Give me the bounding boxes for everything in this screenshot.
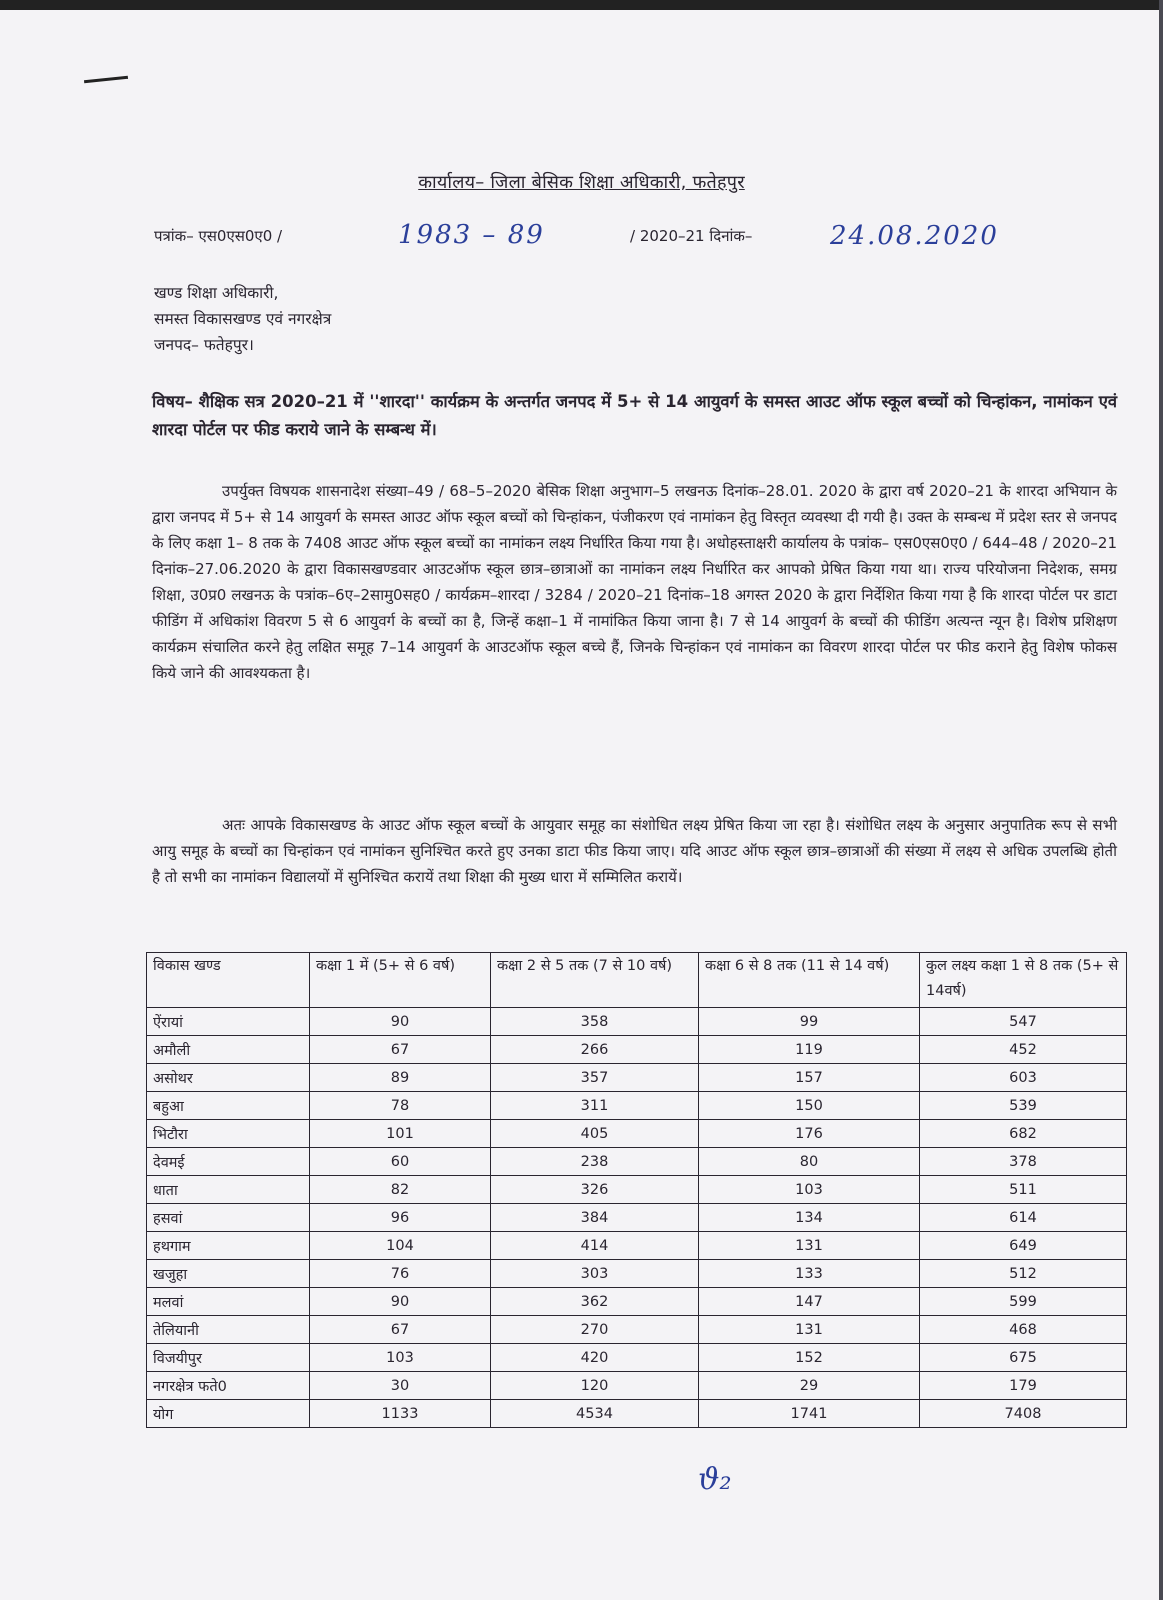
block-name-cell: ऐंरायां [147,1008,310,1036]
target-cell: 104 [310,1232,491,1260]
office-heading: कार्यालय– जिला बेसिक शिक्षा अधिकारी, फतेहपुर [418,172,745,193]
block-name-cell: योग [147,1400,310,1428]
target-cell: 511 [920,1176,1127,1204]
block-name-cell: भिटौरा [147,1120,310,1148]
target-cell: 119 [699,1036,920,1064]
target-cell: 60 [310,1148,491,1176]
total-row [147,1400,1127,1428]
scan-top-edge [0,0,1163,10]
target-cell: 682 [920,1120,1127,1148]
target-cell: 547 [920,1008,1127,1036]
target-cell: 82 [310,1176,491,1204]
body-paragraph-1: उपर्युक्त विषयक शासनादेश संख्या–49 / 68–5–2020 बेसिक शिक्षा अनुभाग–5 लखनऊ दिनांक–28.01. 2020 के द्वारा वर्ष 2020–21 के शारदा अभियान के द्वारा जनपद में 5+ से 14 आयुवर्ग के समस्त आउट ऑफ स्कूल बच्चों को चिन्हांकन, पंजीकरण एवं नामांकन हेतु विस्तृत व्यवस्था दी गयी है। उक्त के सम्बन्ध में प्रदेश स्तर से जनपद के लिए कक्षा 1– 8 तक के 7408 आउट ऑफ स्कूल बच्चों का नामांकन लक्ष्य निर्धारित किया गया है। अधोहस्ताक्षरी कार्यालय के पत्रांक– एस0एस0ए0 / 644–48 / 2020–21 दिनांक–27.06.2020 के द्वारा विकासखण्डवार आउटऑफ स्कूल छात्र–छात्राओं का नामांकन लक्ष्य निर्धारित कर आपको प्रेषित किया गया था। राज्य परियोजना निदेशक, समग्र शिक्षा, उ0प्र0 लखनऊ के पत्रांक–6ए–2सामु0सह0 / कार्यक्रम–शारदा / 3284 / 2020–21 दिनांक–18 अगस्त 2020 के द्वारा निर्देशित किया गया है कि शारदा पोर्टल पर डाटा फीडिंग में अधिकांश विवरण 5 से 6 आयुवर्ग के बच्चों का है, जिन्हें कक्षा–1 में नामांकित किया जाना है। 7 से 14 आयुवर्ग के बच्चों की फीडिंग अत्यन्त न्यून है। विशेष प्रशिक्षण कार्यक्रम संचालित करने हेतु लक्षित समूह 7–14 आयुवर्ग के आउटऑफ स्कूल बच्चे हैं, जिनके चिन्हांकन एवं नामांकन का विवरण शारदा पोर्टल पर फीड कराने हेतु विशेष फोकस किये जाने की आवश्यकता है। [152,482,1117,682]
block-name-cell: मलवां [147,1288,310,1316]
table-row [147,1372,1127,1400]
target-cell: 270 [491,1316,699,1344]
body-paragraph-2: अतः आपके विकासखण्ड के आउट ऑफ स्कूल बच्चों के आयुवार समूह का संशोधित लक्ष्य प्रेषित किया जा रहा है। संशोधित लक्ष्य के अनुसार अनुपातिक रूप से सभी आयु समूह के बच्चों का चिन्हांकन एवं नामांकन सुनिश्चित करते हुए उनका डाटा फीड किया जाए। यदि आउट ऑफ स्कूल छात्र–छात्राओं की संख्या में लक्ष्य से अधिक उपलब्धि होती है तो सभी का नामांकन विद्यालयों में सुनिश्चित करायें तथा शिक्षा की मुख्य धारा में सम्मिलित करायें। [152,816,1117,886]
target-cell: 7408 [920,1400,1127,1428]
target-cell: 99 [699,1008,920,1036]
table-row [147,1316,1127,1344]
block-name-cell: धाता [147,1176,310,1204]
target-cell: 599 [920,1288,1127,1316]
target-cell: 311 [491,1092,699,1120]
block-name-cell: अमौली [147,1036,310,1064]
target-cell: 90 [310,1008,491,1036]
target-cell: 176 [699,1120,920,1148]
target-cell: 358 [491,1008,699,1036]
target-cell: 420 [491,1344,699,1372]
target-cell: 238 [491,1148,699,1176]
target-cell: 1133 [310,1400,491,1428]
target-cell: 603 [920,1064,1127,1092]
target-cell: 150 [699,1092,920,1120]
table-row [147,1288,1127,1316]
target-cell: 89 [310,1064,491,1092]
block-name-cell: तेलियानी [147,1316,310,1344]
target-cell: 152 [699,1344,920,1372]
target-cell: 78 [310,1092,491,1120]
block-name-cell: देवमई [147,1148,310,1176]
target-cell: 405 [491,1120,699,1148]
block-name-cell: हथगाम [147,1232,310,1260]
table-body [147,1008,1127,1428]
table-row [147,1092,1127,1120]
target-cell: 384 [491,1204,699,1232]
target-cell: 4534 [491,1400,699,1428]
target-cell: 131 [699,1316,920,1344]
table-row [147,1008,1127,1036]
target-cell: 96 [310,1204,491,1232]
table-row [147,1232,1127,1260]
target-cell: 303 [491,1260,699,1288]
target-cell: 80 [699,1148,920,1176]
block-targets-table [146,952,1127,1428]
target-cell: 1741 [699,1400,920,1428]
target-cell: 362 [491,1288,699,1316]
target-cell: 452 [920,1036,1127,1064]
target-cell: 614 [920,1204,1127,1232]
target-cell: 103 [310,1344,491,1372]
target-cell: 378 [920,1148,1127,1176]
addressee-line: समस्त विकासखण्ड एवं नगरक्षेत्र [154,310,332,328]
table-row [147,1344,1127,1372]
table-row [147,1176,1127,1204]
target-cell: 147 [699,1288,920,1316]
block-name-cell: असोथर [147,1064,310,1092]
reference-prefix: पत्रांक– एस0एस0ए0 / [154,227,283,245]
addressee-line: खण्ड शिक्षा अधिकारी, [154,284,279,302]
target-cell: 468 [920,1316,1127,1344]
block-name-cell: नगरक्षेत्र फते0 [147,1372,310,1400]
subject-line: विषय– शैक्षिक सत्र 2020–21 में ''शारदा'' कार्यक्रम के अन्तर्गत जनपद में 5+ से 14 आयुवर्ग के समस्त आउट ऑफ स्कूल बच्चों को चिन्हांकन, नामांकन एवं शारदा पोर्टल पर फीड कराये जाने के सम्बन्ध में। [152,392,1117,439]
target-cell: 539 [920,1092,1127,1120]
target-cell: 120 [491,1372,699,1400]
target-cell: 675 [920,1344,1127,1372]
addressee-line: जनपद– फतेहपुर। [154,336,254,354]
table-header-row [147,953,1127,1008]
target-cell: 512 [920,1260,1127,1288]
block-name-cell: खजुहा [147,1260,310,1288]
target-cell: 131 [699,1232,920,1260]
target-cell: 67 [310,1036,491,1064]
table-row [147,1064,1127,1092]
target-cell: 649 [920,1232,1127,1260]
scan-right-edge [1159,0,1163,1600]
signature: ϑ₂ [698,1462,732,1497]
target-cell: 67 [310,1316,491,1344]
block-name-cell: बहुआ [147,1092,310,1120]
target-cell: 179 [920,1372,1127,1400]
target-cell: 326 [491,1176,699,1204]
column-header: कक्षा 1 में (5+ से 6 वर्ष) [310,953,491,1008]
pen-mark [84,76,128,84]
target-cell: 133 [699,1260,920,1288]
target-cell: 357 [491,1064,699,1092]
table-row [147,1260,1127,1288]
column-header: विकास खण्ड [147,953,310,1008]
handwritten-letter-number: 1983 – 89 [398,220,545,250]
table-row [147,1036,1127,1064]
target-cell: 157 [699,1064,920,1092]
column-header: कुल लक्ष्य कक्षा 1 से 8 तक (5+ से 14वर्ष) [920,953,1127,1008]
target-cell: 30 [310,1372,491,1400]
column-header: कक्षा 6 से 8 तक (11 से 14 वर्ष) [699,953,920,1008]
target-cell: 134 [699,1204,920,1232]
session-date-label: / 2020–21 दिनांक– [630,227,753,245]
block-name-cell: विजयीपुर [147,1344,310,1372]
table-row [147,1120,1127,1148]
block-name-cell: हसवां [147,1204,310,1232]
handwritten-date: 24.08.2020 [830,221,999,251]
column-header: कक्षा 2 से 5 तक (7 से 10 वर्ष) [491,953,699,1008]
target-cell: 90 [310,1288,491,1316]
table-row [147,1148,1127,1176]
target-cell: 103 [699,1176,920,1204]
target-cell: 266 [491,1036,699,1064]
target-cell: 414 [491,1232,699,1260]
table-row [147,1204,1127,1232]
addressee-block [154,280,331,358]
target-cell: 29 [699,1372,920,1400]
target-cell: 76 [310,1260,491,1288]
target-cell: 101 [310,1120,491,1148]
